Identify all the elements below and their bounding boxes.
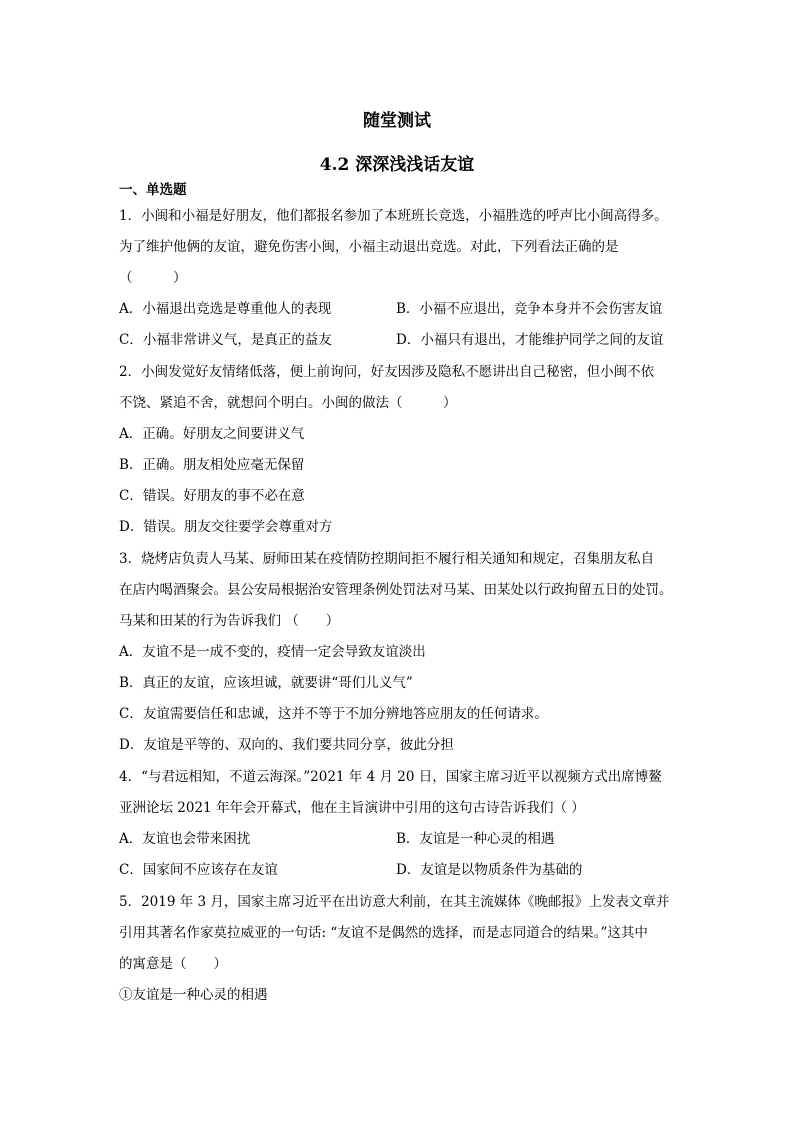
question-stem: 5．2019 年 3 月，国家主席习近平在出访意大利前，在其主流媒体《晚邮报》上发表文章并	[119, 894, 670, 910]
question-stem: 亚洲论坛 2021 年年会开幕式，他在主旨演讲中引用的这句古诗告诉我们（ ）	[119, 800, 585, 816]
option-d: D．友谊是平等的、双向的、我们要共同分享，彼此分担	[119, 737, 454, 753]
option-c: C．国家间不应该存在友谊	[119, 862, 278, 878]
answer-blank: （ ）	[119, 270, 187, 286]
question-stem: 1．小闽和小福是好朋友，他们都报名参加了本班班长竞选，小福胜选的呼声比小闽高得多。	[119, 208, 668, 224]
question-stem: 马某和田某的行为告诉我们 （ ）	[119, 613, 340, 629]
option-d: D．友谊是以物质条件为基础的	[396, 862, 583, 878]
option-d: D．小福只有退出，才能维护同学之间的友谊	[396, 332, 664, 348]
option-b: B．友谊是一种心灵的相遇	[396, 831, 555, 847]
option-c: C．错误。好朋友的事不必在意	[119, 488, 305, 504]
option-a: A．正确。好朋友之间要讲义气	[119, 426, 305, 442]
question-stem: 3．烧烤店负责人马某、厨师田某在疫情防控期间拒不履行相关通知和规定，召集朋友私自	[119, 551, 655, 567]
question-stem: 引用其著名作家莫拉威亚的一句话: “友谊不是偶然的选择，而是志同道合的结果。”这其中	[119, 925, 648, 941]
question-stem: 为了维护他俩的友谊，避免伤害小闽，小福主动退出竞选。对此，下列看法正确的是	[119, 239, 619, 255]
option-c: C．小福非常讲义气，是真正的益友	[119, 332, 332, 348]
option-c: C．友谊需要信任和忠诚，这并不等于不加分辨地答应朋友的任何请求。	[119, 706, 548, 722]
section-heading: 一、单选题	[119, 182, 187, 198]
statement-1: ①友谊是一种心灵的相遇	[119, 987, 268, 1003]
question-stem: 4．“与君远相知，不道云海深。”2021 年 4 月 20 日，国家主席习近平以视频方式出席博鳌	[119, 769, 662, 785]
question-stem: 在店内喝酒聚会。县公安局根据治安管理条例处罚法对马某、田某处以行政拘留五日的处罚。	[119, 582, 673, 598]
option-b: B．小福不应退出，竞争本身并不会伤害友谊	[396, 301, 663, 317]
option-b: B．真正的友谊，应该坦诚，就要讲“哥们儿义气”	[119, 675, 413, 691]
lesson-subtitle: 4.2 深深浅浅话友谊	[319, 155, 475, 175]
option-a: A．友谊不是一成不变的，疫情一定会导致友谊淡出	[119, 644, 426, 660]
question-stem: 不饶、紧追不舍，就想问个明白。小闽的做法（ ）	[119, 395, 457, 411]
page-title: 随堂测试	[363, 111, 431, 131]
question-stem: 2．小闽发觉好友情绪低落，便上前询问，好友因涉及隐私不愿讲出自己秘密，但小闽不依	[119, 364, 655, 380]
option-b: B．正确。朋友相处应毫无保留	[119, 457, 305, 473]
option-a: A．小福退出竞选是尊重他人的表现	[119, 301, 332, 317]
question-stem: 的寓意是（ ）	[119, 956, 227, 972]
option-a: A．友谊也会带来困扰	[119, 831, 251, 847]
option-d: D．错误。朋友交往要学会尊重对方	[119, 519, 333, 535]
